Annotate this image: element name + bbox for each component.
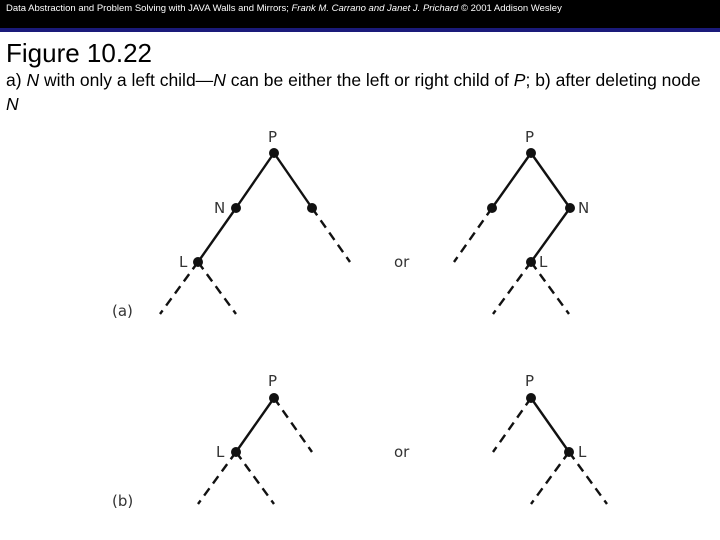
caption-part: a) — [6, 70, 27, 90]
caption-part: ; b) after deleting node — [525, 70, 701, 90]
caption-part: with only a left child— — [39, 70, 214, 90]
node-l — [193, 257, 203, 267]
label-n: N — [578, 199, 590, 217]
tree-b-left — [198, 372, 312, 504]
node-right-child — [307, 203, 317, 213]
header-copyright: © 2001 Addison Wesley — [460, 3, 562, 14]
header-authors: Frank M. Carrano and Janet J. Prichard — [291, 3, 459, 14]
tree-b-right — [493, 372, 607, 504]
header-book-title: Data Abstraction and Problem Solving with JAVA Walls and Mirrors; — [6, 3, 289, 14]
label-p: P — [525, 128, 535, 146]
node-l — [231, 447, 241, 457]
label-p: P — [268, 372, 278, 390]
or-label-b: or — [394, 443, 410, 461]
label-l: L — [578, 443, 587, 461]
label-l: L — [179, 253, 188, 271]
caption-italic: N — [213, 70, 226, 90]
tree-a-right — [454, 128, 589, 314]
part-a-label: (a) — [112, 302, 133, 320]
label-l: L — [539, 253, 548, 271]
label-l: L — [216, 443, 225, 461]
label-p: P — [525, 372, 535, 390]
node-l — [526, 257, 536, 267]
node-n — [565, 203, 575, 213]
caption-part: can be either the left or right child of — [225, 70, 514, 90]
node-p — [269, 393, 279, 403]
label-n: N — [214, 199, 226, 217]
part-b-label: (b) — [112, 492, 134, 510]
node-p — [526, 393, 536, 403]
caption-italic: N — [26, 70, 40, 90]
caption-italic: N — [6, 94, 19, 114]
label-p: P — [268, 128, 278, 146]
tree-a-left — [160, 128, 350, 314]
figure-title: Figure 10.22 — [6, 38, 152, 68]
node-left-child — [487, 203, 497, 213]
node-p — [269, 148, 279, 158]
node-n — [231, 203, 241, 213]
or-label-a: or — [394, 253, 410, 271]
caption-italic: P — [513, 70, 526, 90]
node-l — [564, 447, 574, 457]
node-p — [526, 148, 536, 158]
